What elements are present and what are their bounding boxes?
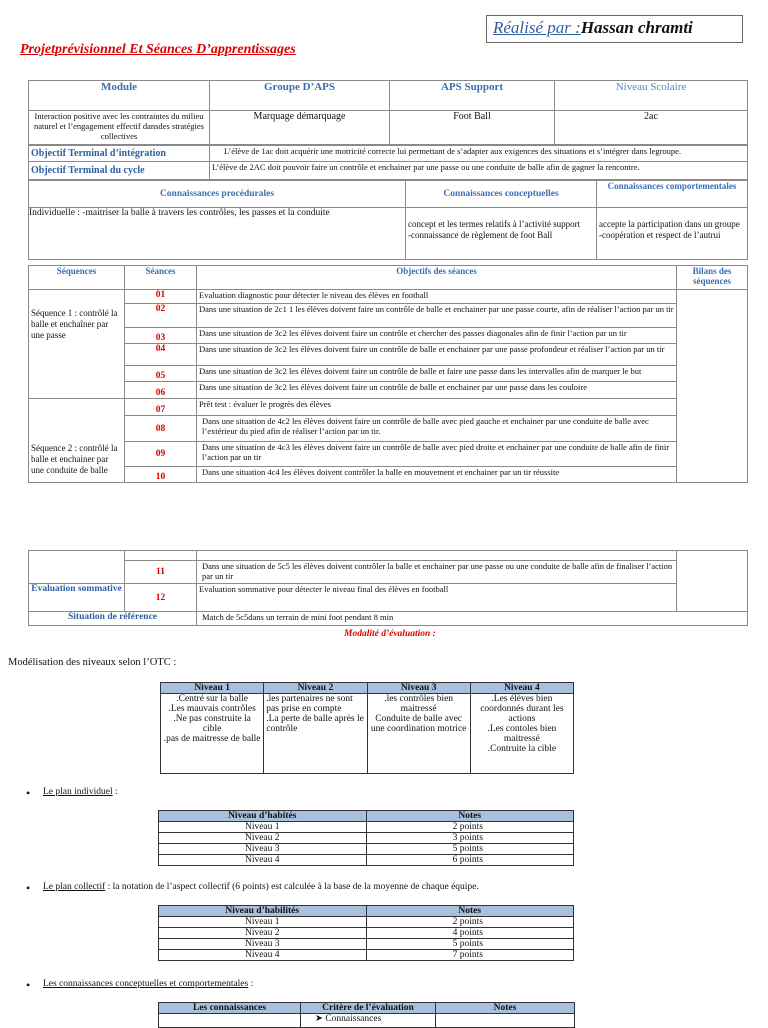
module-table [28,80,748,145]
empty-cell [197,551,677,561]
situation-reference-label: Situation de référence [29,612,197,626]
seance-num: 08 [125,416,197,442]
seance-num: 04 [125,344,197,366]
comport-header: Connaissances comportementales [597,181,748,208]
points-value: 3 points [366,833,574,844]
seance-objectif: Prêt test : évaluer le progrès des élèves [197,399,677,416]
seances-table [28,265,748,483]
sequence-1-label: Séquence 1 : contrôlé la balle et enchaîner par une passe [29,290,125,399]
seance-num: 12 [125,584,197,612]
seance-objectif: Dans une situation 4c4 les élèves doivent contrôler la balle en mouvement et enchainer par un tir réussite [197,467,677,483]
niveau-label: Niveau 4 [159,855,367,866]
seance-num: 07 [125,399,197,416]
plan-collectif-title [43,882,479,892]
plan-individuel-suffix: : [112,787,118,797]
author-name: Hassan chramti [580,18,693,37]
realise-label: Réalisé par : [493,18,581,37]
niveau-cell: .Les élèves bien coordonnés durant les actions .Les contoles bien maitressé .Contruite la cible [470,694,573,774]
plan-individuel-label: Le plan individuel [43,787,113,797]
seance-objectif: Dans une situation de 4c2 les élèves doivent faire un contrôle de balle avec pied gauche et enchainer par une conduite de balle avec l’extérieur du pied afin de réaliser l’action par un tir. [197,416,677,442]
seance-num: 05 [125,366,197,382]
evaluation-table [28,550,748,626]
points-value: 2 points [366,917,574,928]
module-header: Module [29,81,210,111]
author-box [486,15,743,43]
niveau-label: Niveau 2 [159,833,367,844]
modelisation-title: Modélisation des niveaux selon l’OTC : [8,657,177,668]
niveau-cell: .les contrôles bien maitressé Conduite de balle avec une coordination motrice [367,694,470,774]
connaissances-table [28,180,748,260]
niveau-header: Niveau 1 [161,683,264,694]
niveau-cell: .Centré sur la balle .Les mauvais contrôles .Ne pas construite la cible .pas de maitresse de balle [161,694,264,774]
objectifs-header: Objectifs des séances [197,266,677,290]
niveau-header: Niveau 2 [264,683,367,694]
seance-objectif: Dans une situation de 3c2 les élèves doivent faire un contrôle de balle et enchainer par une passe dans les couloire [197,382,677,399]
obj-integration-label: Objectif Terminal d’intégration [29,146,210,162]
notes-header: Notes [366,811,574,822]
niveau-label: Niveau 3 [159,844,367,855]
objectifs-table [28,145,748,180]
bilans-cell [677,290,748,483]
niveau-header: Niveau 3 [367,683,470,694]
points-value: 7 points [366,950,574,961]
evaluation-sommative-label: Evaluation sommative [29,584,125,612]
connaissances-eval-suffix: : [248,979,254,989]
niveau-label: Niveau 1 [159,917,367,928]
page-title: Projetprévisionnel Et Séances D’apprentissages [20,42,296,57]
seance-objectif: Evaluation diagnostic pour détecter le niveau des élèves en football [197,290,677,304]
niveau-label: Niveau 1 [159,822,367,833]
plan-collectif-label: Le plan collectif [43,882,106,892]
critere-value: Connaissances [325,1014,382,1024]
sequences-header: Séquences [29,266,125,290]
notes-header: Notes [436,1003,575,1014]
points-value: 2 points [366,822,574,833]
plan-collectif-suffix: : la notation de l’aspect collectif (6 points) est calculée à la base de la moyenne de chaque équipe. [105,882,479,892]
notes-header: Notes [366,906,574,917]
concept-header: Connaissances conceptuelles [406,181,597,208]
seance-objectif: Evaluation sommative pour détecter le niveau final des élèves en football [197,584,677,612]
seance-num: 06 [125,382,197,399]
seance-objectif: Dans une situation de 5c5 les élèves doivent contrôler la balle et enchainer par une passe ou une conduite de balle afin de finaliser l’action par un tir [197,561,677,584]
points-value: 5 points [366,939,574,950]
seance-objectif: Dans une situation de 2c1 1 les élèves doivent faire un contrôle de balle et enchainer par une passe courte, afin de réaliser l’action par un tir [197,304,677,328]
seance-objectif: Dans une situation de 3c2 les élèves doivent faire un contrôle et chercher des passes diagonales afin de finir l’action par un tir [197,328,677,344]
seance-objectif: Dans une situation de 3c2 les élèves doivent faire un contrôle de balle et faire une passe dans les intervalles afin de marquer le but [197,366,677,382]
connaissances-header: Les connaissances [159,1003,301,1014]
habilite-header: Niveau d’habités [159,811,367,822]
seance-objectif: Dans une situation de 4c3 les élèves doivent faire un contrôle de balle avec pied droite et enchainer par une conduite de balle afin de finir l’action par un tir [197,442,677,467]
connaissances-eval-title [43,979,253,989]
bilans-header: Bilans des séquences [677,266,748,290]
connaissances-eval-table [158,1002,575,1028]
empty-cell [125,551,197,561]
aps-header: APS Support [390,81,555,111]
niveau-label: Niveau 4 [159,950,367,961]
groupe-header: Groupe D’APS [210,81,390,111]
connaissances-eval-label: Les connaissances conceptuelles et comportementales [43,979,249,989]
habilite-header: Niveau d’habilités [159,906,367,917]
plan-individuel-title [43,787,118,797]
proc-text: Individuelle : -maitriser la balle à travers les contrôles, les passes et la conduite [29,208,406,260]
sequence-2-label: Séquence 2 : contrôlé la balle et enchainer par une conduite de balle [29,399,125,483]
plan-individuel-table [158,810,574,866]
seance-num: 10 [125,467,197,483]
seance-num: 02 [125,304,197,328]
groupe-value: Marquage démarquage [210,111,390,145]
plan-collectif-table [158,905,574,961]
empty-cell [436,1014,575,1028]
seance-num: 09 [125,442,197,467]
seance-objectif: Dans une situation de 3c2 les élèves doivent faire un contrôle de balle et enchainer par une passe profondeur et réaliser l’action par un tir [197,344,677,366]
niveau-label: Niveau 3 [159,939,367,950]
niveau-value: 2ac [555,111,748,145]
obj-cycle-label: Objectif Terminal du cycle [29,162,210,180]
module-text: Interaction positive avec les contraintes du milieu naturel et l’engagement effectif dansdes stratégies collectives [29,111,210,145]
points-value: 6 points [366,855,574,866]
obj-cycle-text: L’élève de 2AC doit pouvoir faire un contrôle et enchainer par une passe ou une conduite de balle afin de gagner la rencontre. [210,162,748,180]
bilans-cell [677,551,748,612]
seance-num: 03 [125,328,197,344]
concept-text: concept et les termes relatifs à l’activité support -connaissance de règlement de foot Ball [406,208,597,260]
niveaux-table [160,682,574,774]
points-value: 4 points [366,928,574,939]
obj-integration-text: L’élève de 1ac doit acquérir une motricité correcte lui permettant de s’adapter aux exigences des situations et s’intégrer dans legroupe. [210,146,748,162]
critere-header: Critère de l’évaluation [301,1003,436,1014]
niveau-label: Niveau 2 [159,928,367,939]
situation-reference-text: Match de 5c5dans un terrain de mini foot pendant 8 min [197,612,748,626]
aps-value: Foot Ball [390,111,555,145]
arrow-icon: ➤ [315,1014,326,1024]
empty-cell [29,551,125,584]
niveau-header: Niveau 4 [470,683,573,694]
niveau-cell: .les partenaires ne sont pas prise en compte .La perte de balle après le contrôle [264,694,367,774]
seance-num: 11 [125,561,197,584]
points-value: 5 points [366,844,574,855]
seance-num: 01 [125,290,197,304]
seances-header: Séances [125,266,197,290]
comport-text: accepte la participation dans un groupe -coopération et respect de l’autrui [597,208,748,260]
niveau-header: Niveau Scolaire [555,81,748,111]
empty-cell [159,1014,301,1028]
proc-header: Connaissances procédurales [29,181,406,208]
modalite-title: Modalité d’évaluation : [344,629,436,639]
